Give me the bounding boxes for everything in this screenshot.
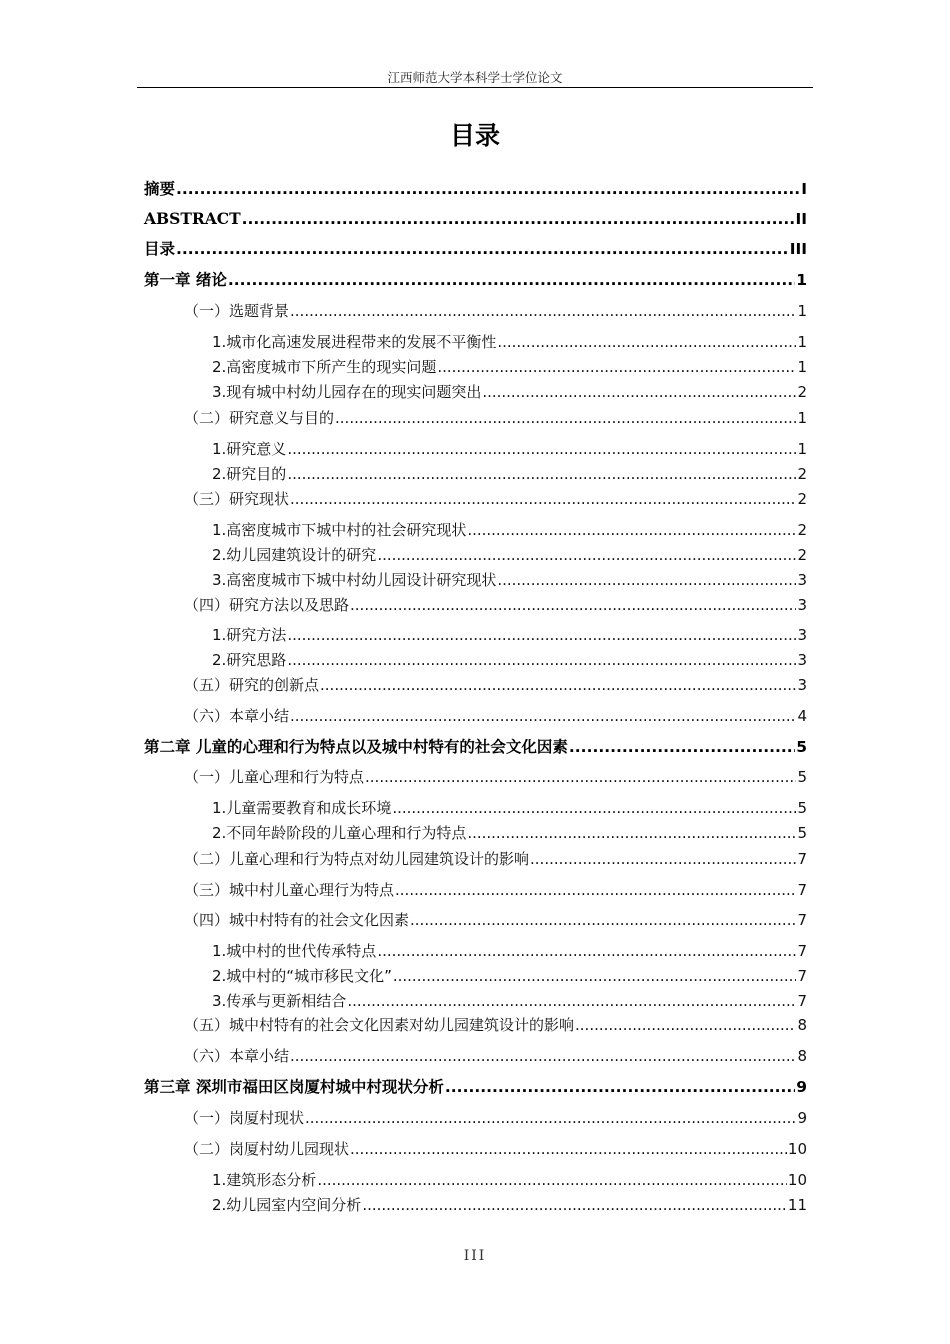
toc-entry[interactable] <box>184 674 807 696</box>
toc-entry-label: （一）岗厦村现状 <box>184 1109 305 1127</box>
dot-leader <box>176 238 789 260</box>
dot-leader <box>290 488 796 510</box>
toc-entry-page: 10 <box>787 1140 807 1158</box>
dot-leader <box>317 1169 787 1191</box>
toc-entry-page: 3 <box>797 571 807 589</box>
toc-entry-label: 1.研究方法 <box>212 626 287 644</box>
toc-entry-label: （二）研究意义与目的 <box>184 409 335 427</box>
toc-entry[interactable] <box>184 766 807 788</box>
dot-leader <box>497 569 796 591</box>
dot-leader <box>467 822 796 844</box>
toc-entry-label: （六）本章小结 <box>184 1047 290 1065</box>
toc-entry-page: 3 <box>797 626 807 644</box>
running-header-title: 江西师范大学本科学士学位论文 <box>387 70 563 85</box>
toc-entry[interactable] <box>184 909 807 931</box>
toc-entry[interactable] <box>212 463 807 485</box>
toc-entry[interactable] <box>212 519 807 541</box>
toc-entry[interactable] <box>144 178 807 200</box>
dot-leader <box>176 178 800 200</box>
toc-entry-page: 9 <box>796 1078 807 1096</box>
toc-entry-label: 3.高密度城市下城中村幼儿园设计研究现状 <box>212 571 497 589</box>
toc-entry[interactable] <box>212 381 807 403</box>
dot-leader <box>287 463 796 485</box>
dot-leader <box>320 674 796 696</box>
dot-leader <box>350 594 796 616</box>
toc-entry-label: 第三章 深圳市福田区岗厦村城中村现状分析 <box>144 1078 444 1096</box>
dot-leader <box>569 736 795 758</box>
toc-entry-label: 1.高密度城市下城中村的社会研究现状 <box>212 521 467 539</box>
toc-entry[interactable] <box>212 331 807 353</box>
dot-leader <box>437 356 796 378</box>
toc-entry-label: （五）城中村特有的社会文化因素对幼儿园建筑设计的影响 <box>184 1016 575 1034</box>
toc-entry-label: （一）儿童心理和行为特点 <box>184 768 365 786</box>
toc-entry[interactable] <box>212 797 807 819</box>
toc-entry-page: 5 <box>797 799 807 817</box>
toc-entry[interactable] <box>184 1014 807 1036</box>
toc-entry-page: 2 <box>797 546 807 564</box>
toc-entry[interactable] <box>144 1076 807 1098</box>
toc-entry-label: （六）本章小结 <box>184 707 290 725</box>
page-number: III <box>463 1248 487 1264</box>
toc-entry-page: I <box>801 180 807 198</box>
toc-entry[interactable] <box>212 940 807 962</box>
toc-entry[interactable] <box>212 544 807 566</box>
toc-entry[interactable] <box>184 407 807 429</box>
dot-leader <box>290 705 796 727</box>
dot-leader <box>242 208 795 230</box>
toc-title: 目录 <box>449 121 500 150</box>
toc-entry[interactable] <box>184 1045 807 1067</box>
toc-entry[interactable] <box>144 736 807 758</box>
dot-leader <box>287 624 796 646</box>
toc-entry-label: （四）研究方法以及思路 <box>184 596 350 614</box>
toc-entry-label: 摘要 <box>144 180 176 198</box>
toc-entry-page: 2 <box>797 383 807 401</box>
toc-entry[interactable] <box>184 300 807 322</box>
dot-leader <box>393 965 797 987</box>
dot-leader <box>228 269 795 291</box>
toc-entry-page: 1 <box>797 440 807 458</box>
toc-entry-label: ABSTRACT <box>144 209 241 228</box>
toc-entry[interactable] <box>184 1138 807 1160</box>
toc-entry[interactable] <box>212 1194 807 1216</box>
toc-entry-page: 1 <box>797 358 807 376</box>
toc-entry-label: 2.研究目的 <box>212 465 287 483</box>
dot-leader <box>392 797 796 819</box>
toc-entry[interactable] <box>212 1169 807 1191</box>
toc-entry-label: 1.研究意义 <box>212 440 287 458</box>
toc-entry-label: （五）研究的创新点 <box>184 676 320 694</box>
dot-leader <box>497 331 796 353</box>
dot-leader <box>467 519 796 541</box>
dot-leader <box>290 300 796 322</box>
dot-leader <box>365 766 796 788</box>
toc-entry-label: （二）儿童心理和行为特点对幼儿园建筑设计的影响 <box>184 850 530 868</box>
toc-entry[interactable] <box>212 438 807 460</box>
toc-entry[interactable] <box>144 269 807 291</box>
toc-entry-page: 2 <box>797 521 807 539</box>
toc-entry-page: 3 <box>797 676 807 694</box>
toc-entry-label: （二）岗厦村幼儿园现状 <box>184 1140 350 1158</box>
dot-leader <box>287 649 796 671</box>
toc-entry[interactable] <box>212 990 807 1012</box>
dot-leader <box>350 1138 787 1160</box>
toc-entry-page: 7 <box>797 967 807 985</box>
toc-entry[interactable] <box>184 488 807 510</box>
toc-entry-label: 1.儿童需要教育和成长环境 <box>212 799 392 817</box>
dot-leader <box>445 1076 795 1098</box>
toc-entry-label: 目录 <box>144 240 176 258</box>
dot-leader <box>290 1045 796 1067</box>
toc-entry[interactable] <box>212 569 807 591</box>
toc-entry-page: 7 <box>797 942 807 960</box>
toc-entry[interactable] <box>184 879 807 901</box>
toc-entry-page: 7 <box>797 992 807 1010</box>
toc-entry-label: 2.不同年龄阶段的儿童心理和行为特点 <box>212 824 467 842</box>
toc-entry-page: 5 <box>797 824 807 842</box>
toc-entry[interactable] <box>212 822 807 844</box>
toc-entry-label: 1.城市化高速发展进程带来的发展不平衡性 <box>212 333 497 351</box>
dot-leader <box>287 438 796 460</box>
toc-entry-page: 1 <box>797 409 807 427</box>
toc-entry-page: 1 <box>797 302 807 320</box>
toc-entry-page: 2 <box>797 490 807 508</box>
toc-entry-page: 5 <box>796 738 807 756</box>
toc-entry-label: 1.建筑形态分析 <box>212 1171 317 1189</box>
dot-leader <box>347 990 796 1012</box>
toc-entry-label: 第二章 儿童的心理和行为特点以及城中村特有的社会文化因素 <box>144 738 568 756</box>
toc-entry-page: 7 <box>797 850 807 868</box>
dot-leader <box>575 1014 796 1036</box>
toc-entry-page: 4 <box>797 707 807 725</box>
toc-entry-label: 2.幼儿园室内空间分析 <box>212 1196 362 1214</box>
toc-entry[interactable] <box>212 624 807 646</box>
toc-entry-label: 3.传承与更新相结合 <box>212 992 347 1010</box>
toc-entry-page: 11 <box>787 1196 807 1214</box>
toc-entry-page: 5 <box>797 768 807 786</box>
dot-leader <box>395 879 796 901</box>
toc-entry[interactable] <box>184 1107 807 1129</box>
toc-entry-label: （一）选题背景 <box>184 302 290 320</box>
toc-entry-label: 第一章 绪论 <box>144 271 227 289</box>
dot-leader <box>362 1194 787 1216</box>
dot-leader <box>377 544 796 566</box>
toc-entry-page: 3 <box>797 651 807 669</box>
toc-entry-label: （四）城中村特有的社会文化因素 <box>184 911 410 929</box>
dot-leader <box>482 381 796 403</box>
toc-entry[interactable] <box>144 208 807 230</box>
dot-leader <box>530 848 796 870</box>
toc-entry[interactable] <box>212 649 807 671</box>
toc-entry-label: 2.高密度城市下所产生的现实问题 <box>212 358 437 376</box>
toc-entry-label: 3.现有城中村幼儿园存在的现实问题突出 <box>212 383 482 401</box>
toc-entry-label: 2.幼儿园建筑设计的研究 <box>212 546 377 564</box>
dot-leader <box>377 940 796 962</box>
toc-entry-page: 10 <box>787 1171 807 1189</box>
toc-entry-label: 2.研究思路 <box>212 651 287 669</box>
toc-entry-label: （三）研究现状 <box>184 490 290 508</box>
toc-entry-label: （三）城中村儿童心理行为特点 <box>184 881 395 899</box>
dot-leader <box>410 909 796 931</box>
toc-entry-label: 1.城中村的世代传承特点 <box>212 942 377 960</box>
toc-entry[interactable] <box>212 965 807 987</box>
toc-entry-page: 8 <box>797 1016 807 1034</box>
toc-entry-page: 1 <box>796 271 807 289</box>
toc-entry[interactable] <box>184 705 807 727</box>
toc-entry-page: 9 <box>797 1109 807 1127</box>
toc-entry-page: III <box>789 240 807 258</box>
toc-entry[interactable] <box>184 848 807 870</box>
dot-leader <box>335 407 796 429</box>
toc-entry-page: II <box>795 210 807 228</box>
header-rule <box>137 87 813 88</box>
toc-entry-label: 2.城中村的“城市移民文化” <box>212 967 392 985</box>
toc-entry[interactable] <box>144 238 807 260</box>
toc-entry-page: 3 <box>797 596 807 614</box>
toc-entry-page: 8 <box>797 1047 807 1065</box>
toc-entry[interactable] <box>184 594 807 616</box>
dot-leader <box>305 1107 796 1129</box>
toc-entry[interactable] <box>212 356 807 378</box>
toc-entry-page: 2 <box>797 465 807 483</box>
toc-entry-page: 1 <box>797 333 807 351</box>
toc-entry-page: 7 <box>797 911 807 929</box>
toc-entry-page: 7 <box>797 881 807 899</box>
